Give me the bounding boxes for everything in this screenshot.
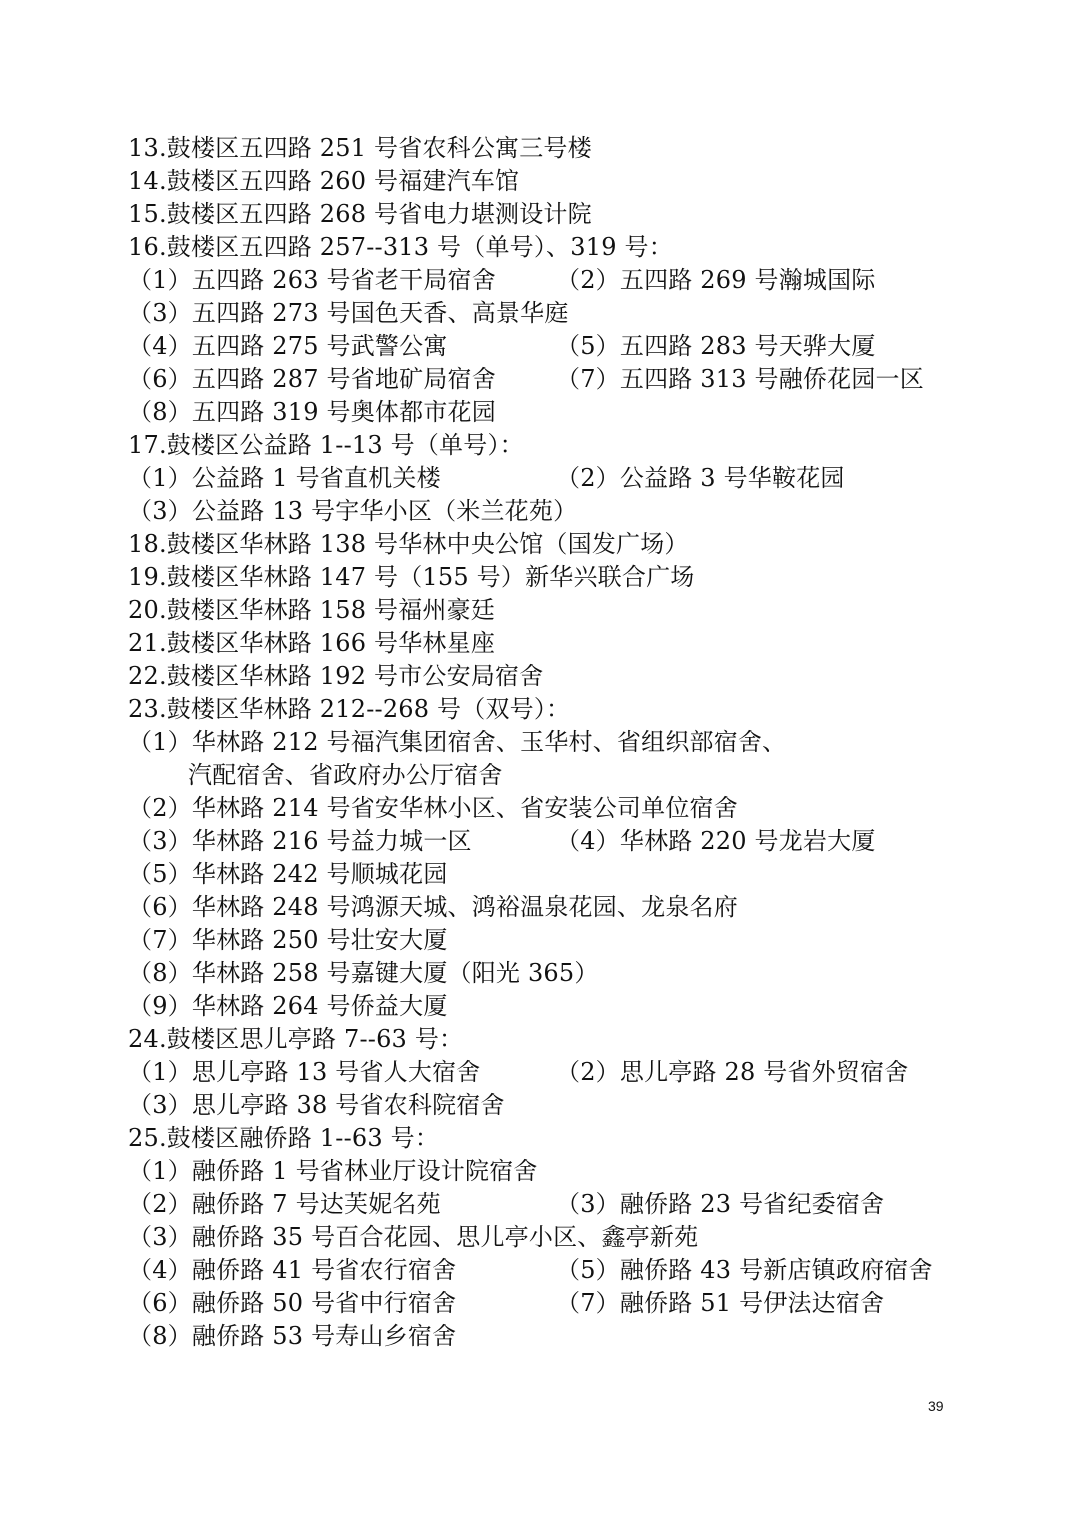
- item-25: 25.鼓楼区融侨路 1--63 号：: [128, 1124, 440, 1152]
- item-15: 15.鼓楼区五四路 268 号省电力堪测设计院: [128, 200, 592, 228]
- item-20: 20.鼓楼区华林路 158 号福州豪廷: [128, 596, 496, 624]
- subitem-16-6: （6）五四路 287 号省地矿局宿舍: [128, 365, 496, 393]
- subitem-23-8: （8）华林路 258 号嘉键大厦（阳光 365）: [128, 959, 599, 987]
- subitem-23-6: （6）华林路 248 号鸿源天城、鸿裕温泉花园、龙泉名府: [128, 893, 738, 921]
- subitem-16-2: （2）五四路 269 号瀚城国际: [556, 266, 876, 294]
- item-14: 14.鼓楼区五四路 260 号福建汽车馆: [128, 167, 520, 195]
- subitem-25-5: （5）融侨路 43 号新店镇政府宿舍: [556, 1256, 933, 1284]
- subitem-25-8: （8）融侨路 53 号寿山乡宿舍: [128, 1322, 457, 1350]
- subitem-17-2: （2）公益路 3 号华鞍花园: [556, 464, 845, 492]
- subitem-16-1: （1）五四路 263 号省老干局宿舍: [128, 266, 496, 294]
- item-17: 17.鼓楼区公益路 1--13 号（单号）：: [128, 431, 524, 459]
- subitem-16-8: （8）五四路 319 号奥体都市花园: [128, 398, 496, 426]
- subitem-17-3: （3）公益路 13 号宇华小区（米兰花苑）: [128, 497, 578, 525]
- item-23: 23.鼓楼区华林路 212--268 号（双号）：: [128, 695, 571, 723]
- subitem-25-1: （1）融侨路 1 号省林业厅设计院宿舍: [128, 1157, 538, 1185]
- item-21: 21.鼓楼区华林路 166 号华林星座: [128, 629, 496, 657]
- subitem-16-3: （3）五四路 273 号国色天香、高景华庭: [128, 299, 569, 327]
- item-22: 22.鼓楼区华林路 192 号市公安局宿舍: [128, 662, 544, 690]
- subitem-16-4: （4）五四路 275 号武警公寓: [128, 332, 448, 360]
- subitem-23-2: （2）华林路 214 号省安华林小区、省安装公司单位宿舍: [128, 794, 738, 822]
- page-number: 39: [928, 1398, 944, 1414]
- subitem-23-9: （9）华林路 264 号侨益大厦: [128, 992, 448, 1020]
- subitem-23-1-continued: 汽配宿舍、省政府办公厅宿舍: [188, 761, 503, 789]
- subitem-23-7: （7）华林路 250 号壮安大厦: [128, 926, 448, 954]
- subitem-25-2: （2）融侨路 7 号达芙妮名苑: [128, 1190, 441, 1218]
- subitem-23-3: （3）华林路 216 号益力城一区: [128, 827, 472, 855]
- item-16: 16.鼓楼区五四路 257--313 号（单号）、319 号：: [128, 233, 673, 261]
- item-18: 18.鼓楼区华林路 138 号华林中央公馆（国发广场）: [128, 530, 689, 558]
- subitem-25-3b: （3）融侨路 35 号百合花园、思儿亭小区、鑫亭新苑: [128, 1223, 699, 1251]
- subitem-23-1: （1）华林路 212 号福汽集团宿舍、玉华村、省组织部宿舍、: [128, 728, 787, 756]
- subitem-17-1: （1）公益路 1 号省直机关楼: [128, 464, 441, 492]
- subitem-24-1: （1）思儿亭路 13 号省人大宿舍: [128, 1058, 481, 1086]
- subitem-24-2: （2）思儿亭路 28 号省外贸宿舍: [556, 1058, 909, 1086]
- subitem-25-7: （7）融侨路 51 号伊法达宿舍: [556, 1289, 885, 1317]
- subitem-25-6: （6）融侨路 50 号省中行宿舍: [128, 1289, 457, 1317]
- subitem-25-4: （4）融侨路 41 号省农行宿舍: [128, 1256, 457, 1284]
- subitem-23-4: （4）华林路 220 号龙岩大厦: [556, 827, 876, 855]
- item-13: 13.鼓楼区五四路 251 号省农科公寓三号楼: [128, 134, 592, 162]
- subitem-25-3a: （3）融侨路 23 号省纪委宿舍: [556, 1190, 885, 1218]
- subitem-16-7: （7）五四路 313 号融侨花园一区: [556, 365, 924, 393]
- subitem-16-5: （5）五四路 283 号天骅大厦: [556, 332, 876, 360]
- item-19: 19.鼓楼区华林路 147 号（155 号）新华兴联合广场: [128, 563, 695, 591]
- subitem-23-5: （5）华林路 242 号顺城花园: [128, 860, 448, 888]
- item-24: 24.鼓楼区思儿亭路 7--63 号：: [128, 1025, 464, 1053]
- subitem-24-3: （3）思儿亭路 38 号省农科院宿舍: [128, 1091, 505, 1119]
